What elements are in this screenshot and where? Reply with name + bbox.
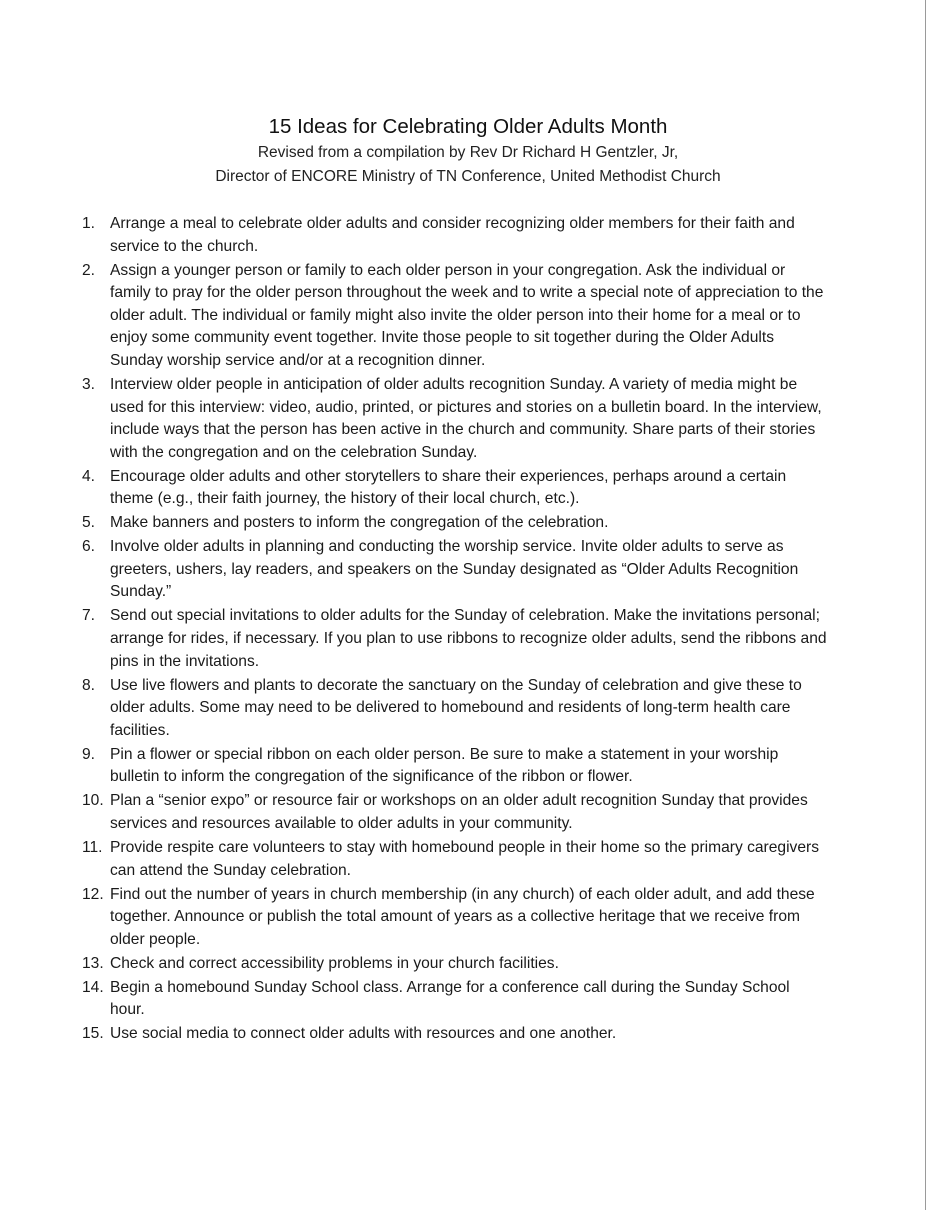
item-text: Use social media to connect older adults with resources and one another. xyxy=(110,1025,617,1043)
item-number: 13. xyxy=(82,954,104,972)
item-number: 2. xyxy=(82,261,96,279)
item-number: 1. xyxy=(82,215,96,232)
item-text: Find out the number of years in church membership (in any church) of each older adult, and add these together. Announce or publish the total amount of years as a collective heritage that we receive from older people. xyxy=(110,885,815,948)
item-text: Check and correct accessibility problems in your church facilities. xyxy=(110,954,559,972)
list-item xyxy=(82,466,827,511)
list-item xyxy=(82,536,827,604)
item-text: Arrange a meal to celebrate older adults and consider recognizing older members for their faith and service to the church. xyxy=(110,215,795,255)
item-text: Begin a homebound Sunday School class. Arrange for a conference call during the Sunday School hour. xyxy=(110,978,790,1019)
item-number: 3. xyxy=(82,375,96,393)
list-item xyxy=(82,675,827,743)
item-number: 11. xyxy=(82,838,103,856)
item-number: 14. xyxy=(82,978,104,996)
item-text: Make banners and posters to inform the congregation of the celebration. xyxy=(110,514,609,532)
item-text: Encourage older adults and other storytellers to share their experiences, perhaps around a certain theme (e.g., their faith journey, the history of their local church, etc.). xyxy=(110,467,787,508)
item-number: 7. xyxy=(82,607,96,625)
list-item xyxy=(82,744,827,789)
document-subtitle-line1: Revised from a compilation by Rev Dr Richard H Gentzler, Jr, xyxy=(257,144,679,161)
item-number: 10. xyxy=(82,792,104,810)
page-edge-divider xyxy=(925,0,936,1210)
list-item xyxy=(82,884,827,952)
item-number: 8. xyxy=(82,676,96,694)
item-text: Provide respite care volunteers to stay with homebound people in their home so the primary caregivers can attend the Sunday celebration. xyxy=(110,838,820,879)
item-text: Interview older people in anticipation of older adults recognition Sunday. A variety of media might be used for this interview: video, audio, printed, or pictures and stories on a bulletin board. In the interview, include ways that the person has been active in the church and community. Share parts of their stories with the congregation and on the celebration Sunday. xyxy=(110,375,822,461)
list-item xyxy=(82,837,827,882)
document-subtitle-line2: Director of ENCORE Ministry of TN Conference, United Methodist Church xyxy=(215,168,721,185)
document-title: 15 Ideas for Celebrating Older Adults Month xyxy=(268,115,668,138)
list-item xyxy=(82,213,827,258)
item-number: 9. xyxy=(82,745,96,763)
item-text: Plan a “senior expo” or resource fair or workshops on an older adult recognition Sunday that provides services and resources available to older adults in your community. xyxy=(110,792,808,832)
document-header xyxy=(0,113,936,189)
item-number: 15. xyxy=(82,1025,104,1043)
item-number: 4. xyxy=(82,467,96,485)
list-item xyxy=(82,374,827,464)
item-number: 6. xyxy=(82,538,96,556)
item-number: 12. xyxy=(82,885,104,903)
item-text: Send out special invitations to older adults for the Sunday of celebration. Make the invitations personal; arrange for rides, if necessary. If you plan to use ribbons to recognize older adults, send the ribbons and pins in the invitations. xyxy=(110,607,827,670)
list-item xyxy=(82,260,827,373)
list-item xyxy=(82,512,827,535)
ideas-list xyxy=(82,213,827,1047)
item-number: 5. xyxy=(82,514,96,532)
list-item xyxy=(82,790,827,835)
list-item xyxy=(82,977,827,1022)
item-text: Pin a flower or special ribbon on each older person. Be sure to make a statement in your worship bulletin to inform the congregation of the significance of the ribbon or flower. xyxy=(110,745,779,786)
list-item xyxy=(82,605,827,673)
item-text: Assign a younger person or family to each older person in your congregation. Ask the individual or family to pray for the older person throughout the week and to write a special note of appreciation to the older adult. The individual or family might also invite the older person into their home for a meal or to enjoy some community event together. Invite those people to sit together during the Older Adults Sunday worship service and/or at a recognition dinner. xyxy=(110,261,824,369)
item-text: Use live flowers and plants to decorate the sanctuary on the Sunday of celebration and give these to older adults. Some may need to be delivered to homebound and residents of long-term health care facilities. xyxy=(110,676,802,739)
item-text: Involve older adults in planning and conducting the worship service. Invite older adults to serve as greeters, ushers, lay readers, and speakers on the Sunday designated as “Older Adults Recognition Sunday.” xyxy=(110,538,799,601)
list-item xyxy=(82,1023,827,1046)
list-item xyxy=(82,953,827,976)
